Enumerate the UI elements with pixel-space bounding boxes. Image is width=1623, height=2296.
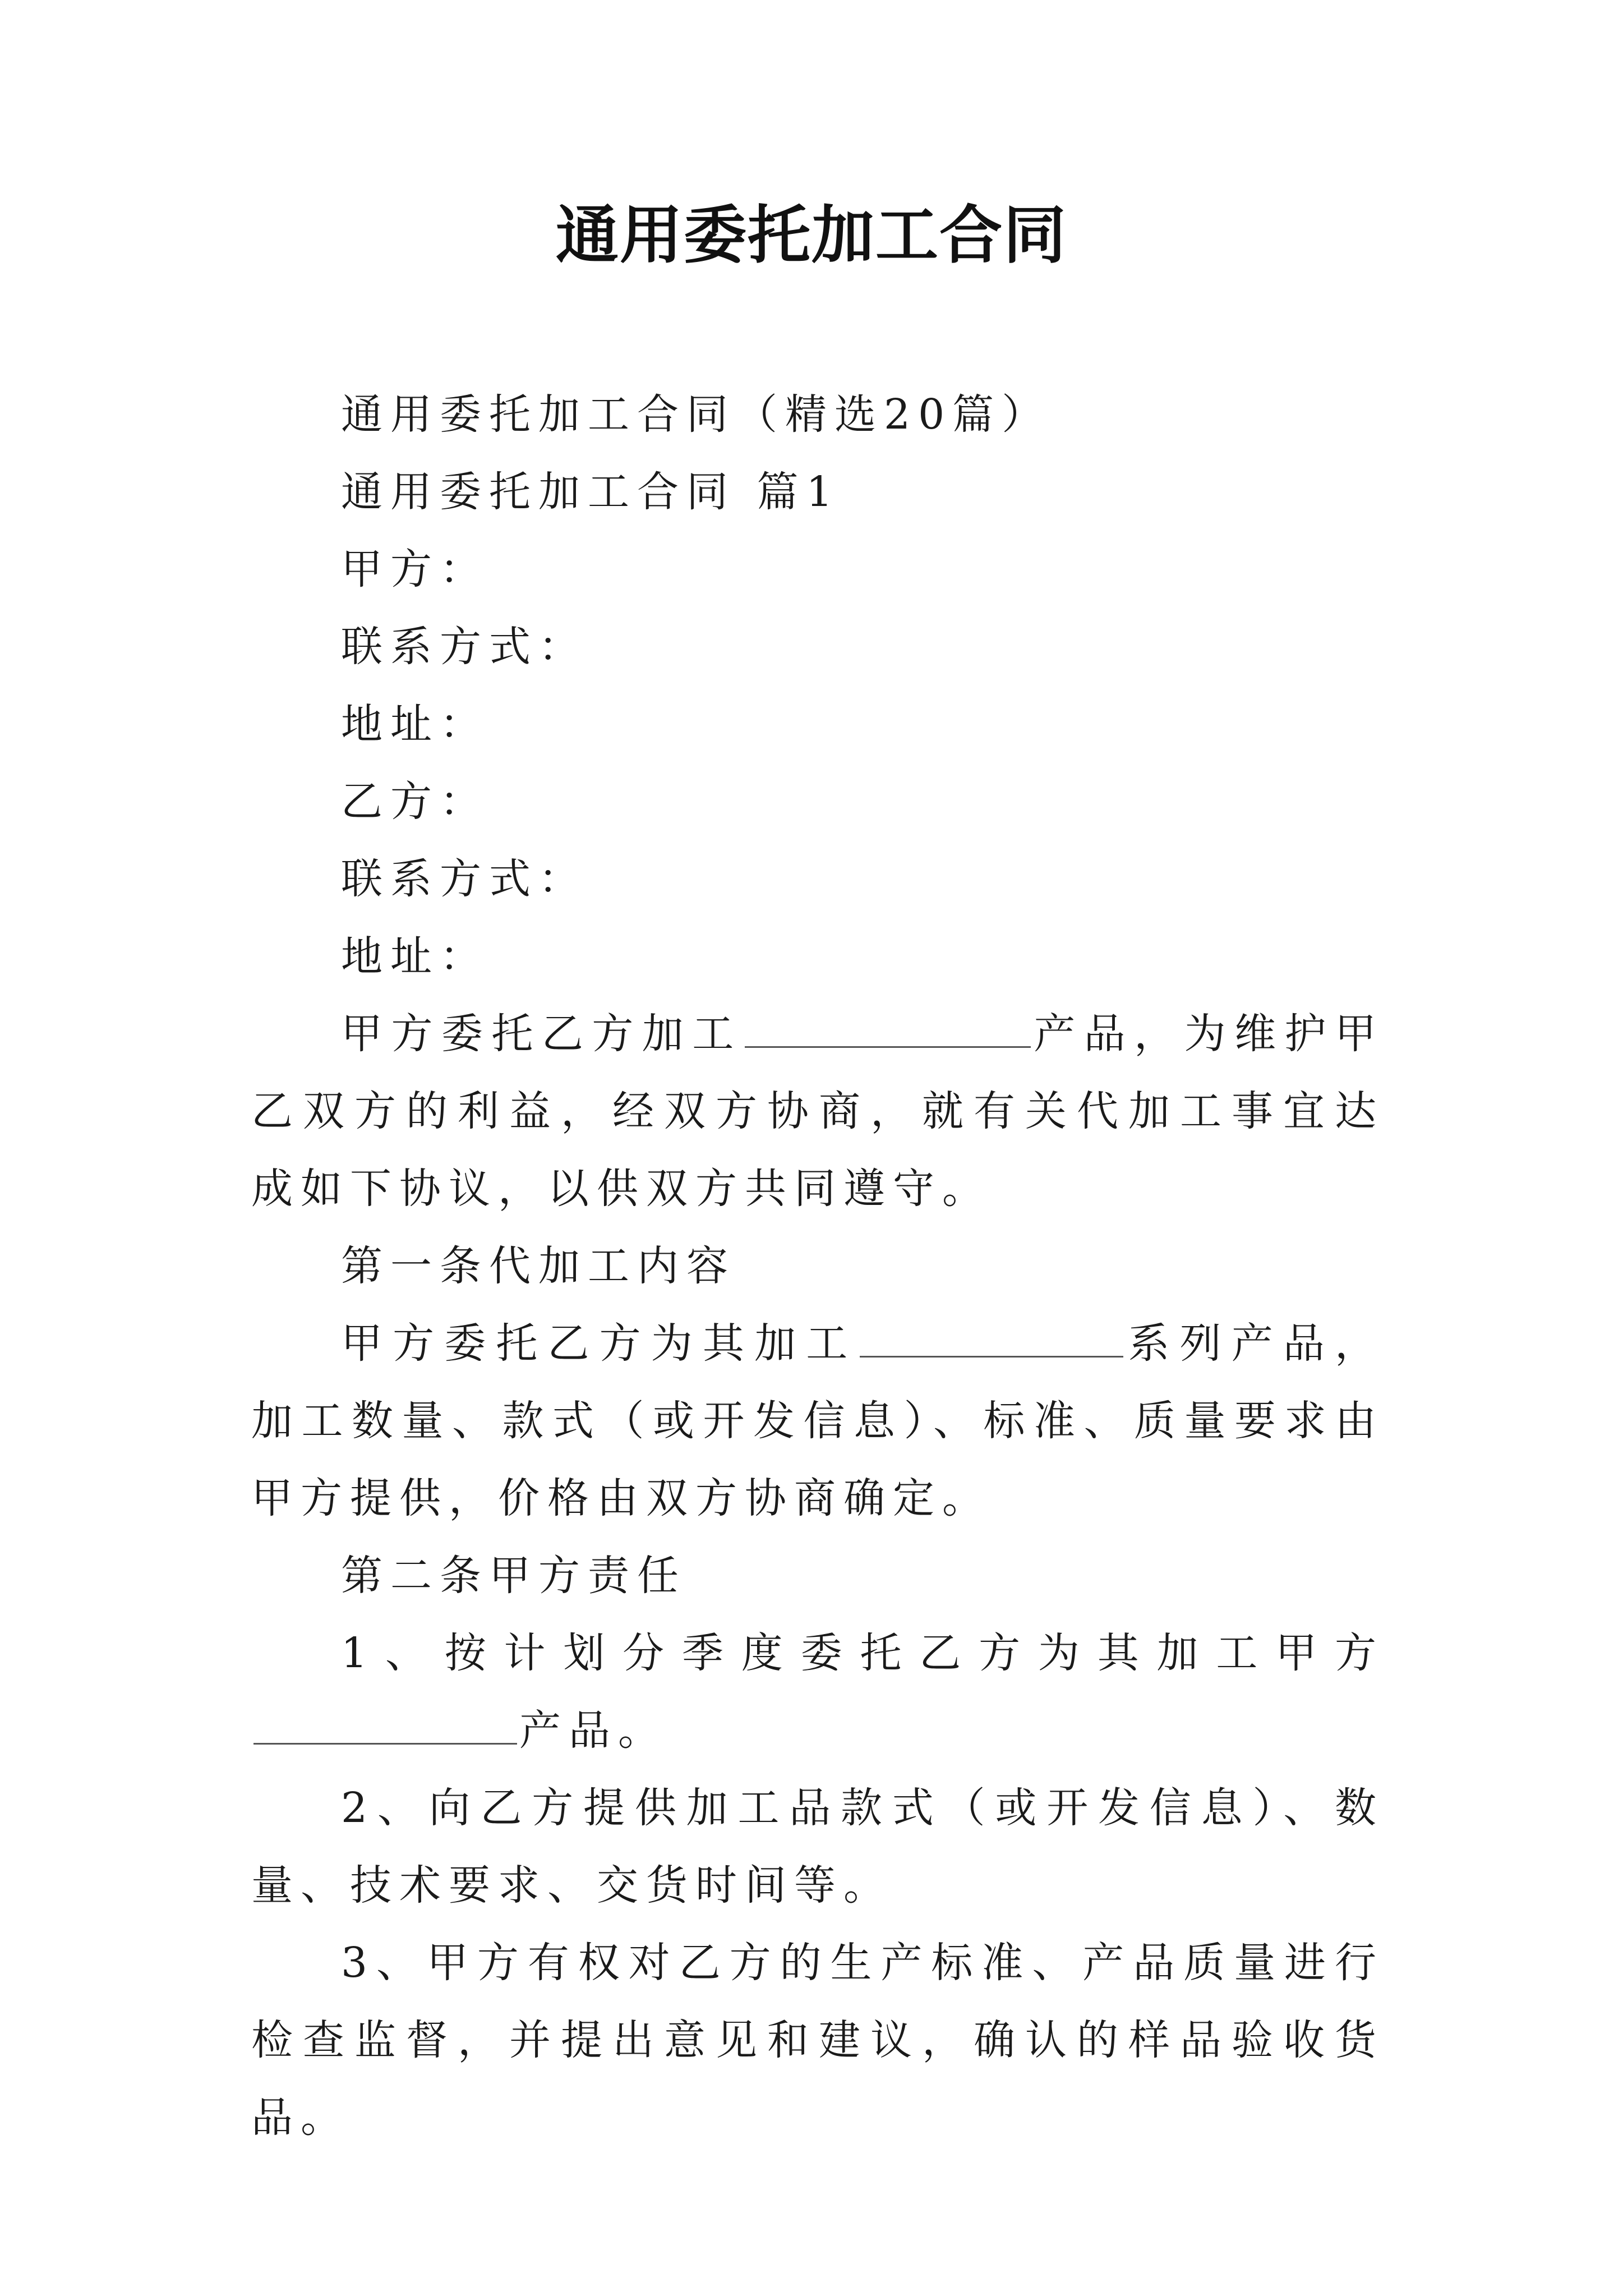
fill-in-blank [253,1704,517,1745]
party-b-address-label: 地址： [341,932,489,981]
document-title: 通用委托加工合同 [556,199,1067,272]
article-2-item-2: 2、向乙方提供加工品款式（或开发信息）、数量、技术要求、交货时间等。 [251,1784,1384,1910]
intro-paragraph [251,995,1384,1227]
party-a-address-label: 地址： [341,700,489,748]
intro-text-1: 甲方委托乙方加工 [341,1010,743,1058]
article-1-text-2: 系列产品，加工数量、款式（或开发信息）、标准、质量要求由甲方提供，价格由双方协商确定。 [251,1319,1385,1522]
article-2-item-1 [251,1614,1384,1769]
article-1-heading: 第一条代加工内容 [341,1242,736,1290]
section-heading: 通用委托加工合同 篇1 [341,468,841,516]
party-a-label: 甲方： [341,545,489,593]
party-b-contact-label: 联系方式： [341,855,588,903]
article-1-paragraph [251,1305,1384,1537]
party-b-label: 乙方： [341,777,489,826]
article-1-text-1: 甲方委托乙方为其加工 [341,1319,858,1368]
fill-in-blank [860,1317,1123,1358]
intro-text-2: 产品，为维护甲乙双方的利益，经双方协商，就有关代加工事宜达成如下协议，以供双方共同遵守。 [251,1010,1385,1213]
article-2-item-3: 3、甲方有权对乙方的生产标准、产品质量进行检查监督，并提出意见和建议，确认的样品验收货品。 [251,1939,1384,2142]
fill-in-blank [745,1007,1031,1048]
item-1-text-2: 产品。 [519,1706,667,1755]
party-a-contact-label: 联系方式： [341,623,588,671]
subtitle: 通用委托加工合同（精选20篇） [341,390,1052,439]
document-body [251,376,1384,2156]
article-2-heading: 第二条甲方责任 [341,1552,686,1600]
item-1-text-1: 1、按计划分季度委托乙方为其加工甲方 [341,1629,1384,1677]
